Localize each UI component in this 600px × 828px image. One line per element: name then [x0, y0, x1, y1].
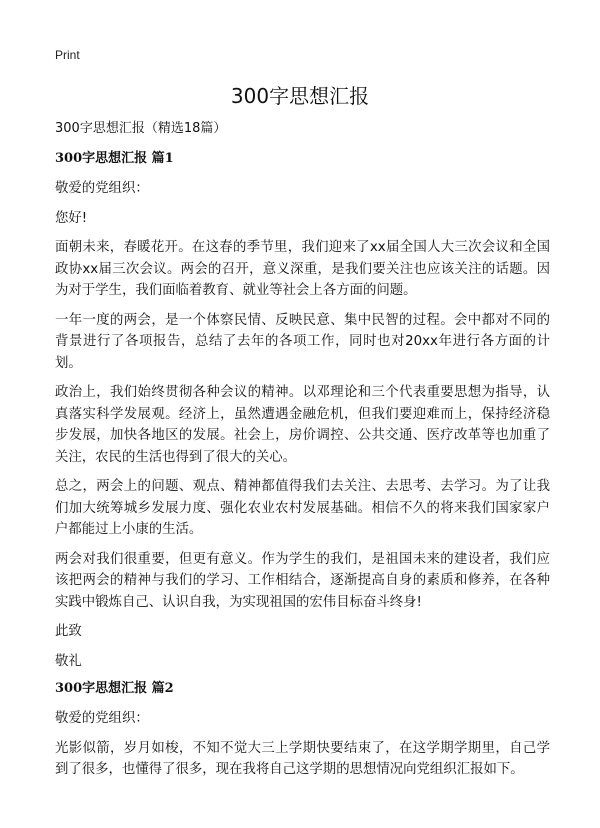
body-paragraph: 光影似箭，岁月如梭，不知不觉大三上学期快要结束了，在这学期学期里，自己学到了很多，也懂得了很多，现在我将自己这学期的思想情况向党组织汇报如下。	[55, 740, 550, 777]
section-heading: 300字思想汇报 篇2	[55, 681, 174, 696]
section-heading: 300字思想汇报 篇1	[55, 151, 174, 166]
body-paragraph: 面朝未来，春暖花开。在这春的季节里，我们迎来了xx届全国人大三次会议和全国政协xx届三次会议。两会的召开，意义深重，是我们要关注也应该关注的话题。因为对于学生，我们面临着教育、就业等社会上各方面的问题。	[55, 240, 550, 298]
body-paragraph: 两会对我们很重要，但更有意义。作为学生的我们，是祖国未来的建设者，我们应该把两会的精神与我们的学习、工作相结合，逐渐提高自身的素质和修养，在各种实践中锻炼自己、认识自我，为实现祖国的宏伟目标奋斗终身!	[55, 551, 550, 610]
closing-line: 敬礼	[55, 653, 82, 669]
greeting: 您好!	[55, 210, 88, 226]
page-title: 300字思想汇报	[230, 84, 370, 108]
salutation: 敬爱的党组织：	[55, 181, 149, 196]
body-paragraph: 政治上，我们始终贯彻各种会议的精神。以邓理论和三个代表重要思想为指导，认真落实科学发展观。经济上，虽然遭遇金融危机，但我们要迎难而上，保持经济稳步发展，加快各地区的发展。社会上，房价调控、公共交通、医疗改革等也加重了关注，农民的生活也得到了很大的关心。	[55, 385, 550, 465]
document-subtitle: 300字思想汇报（精选18篇）	[55, 121, 227, 136]
closing-line: 此致	[55, 624, 82, 639]
document-body	[55, 120, 550, 789]
body-paragraph: 总之，两会上的问题、观点、精神都值得我们去关注、去思考、去学习。为了让我们加大统筹城乡发展力度、强化农业农村发展基础。相信不久的将来我们国家家户户都能过上小康的生活。	[55, 479, 550, 537]
salutation: 敬爱的党组织：	[55, 711, 149, 726]
print-label: Print	[55, 48, 80, 62]
body-paragraph: 一年一度的两会，是一个体察民情、反映民意、集中民智的过程。会中都对不同的背景进行了各项报告，总结了去年的各项工作，同时也对20xx年进行各方面的计划。	[55, 312, 550, 371]
